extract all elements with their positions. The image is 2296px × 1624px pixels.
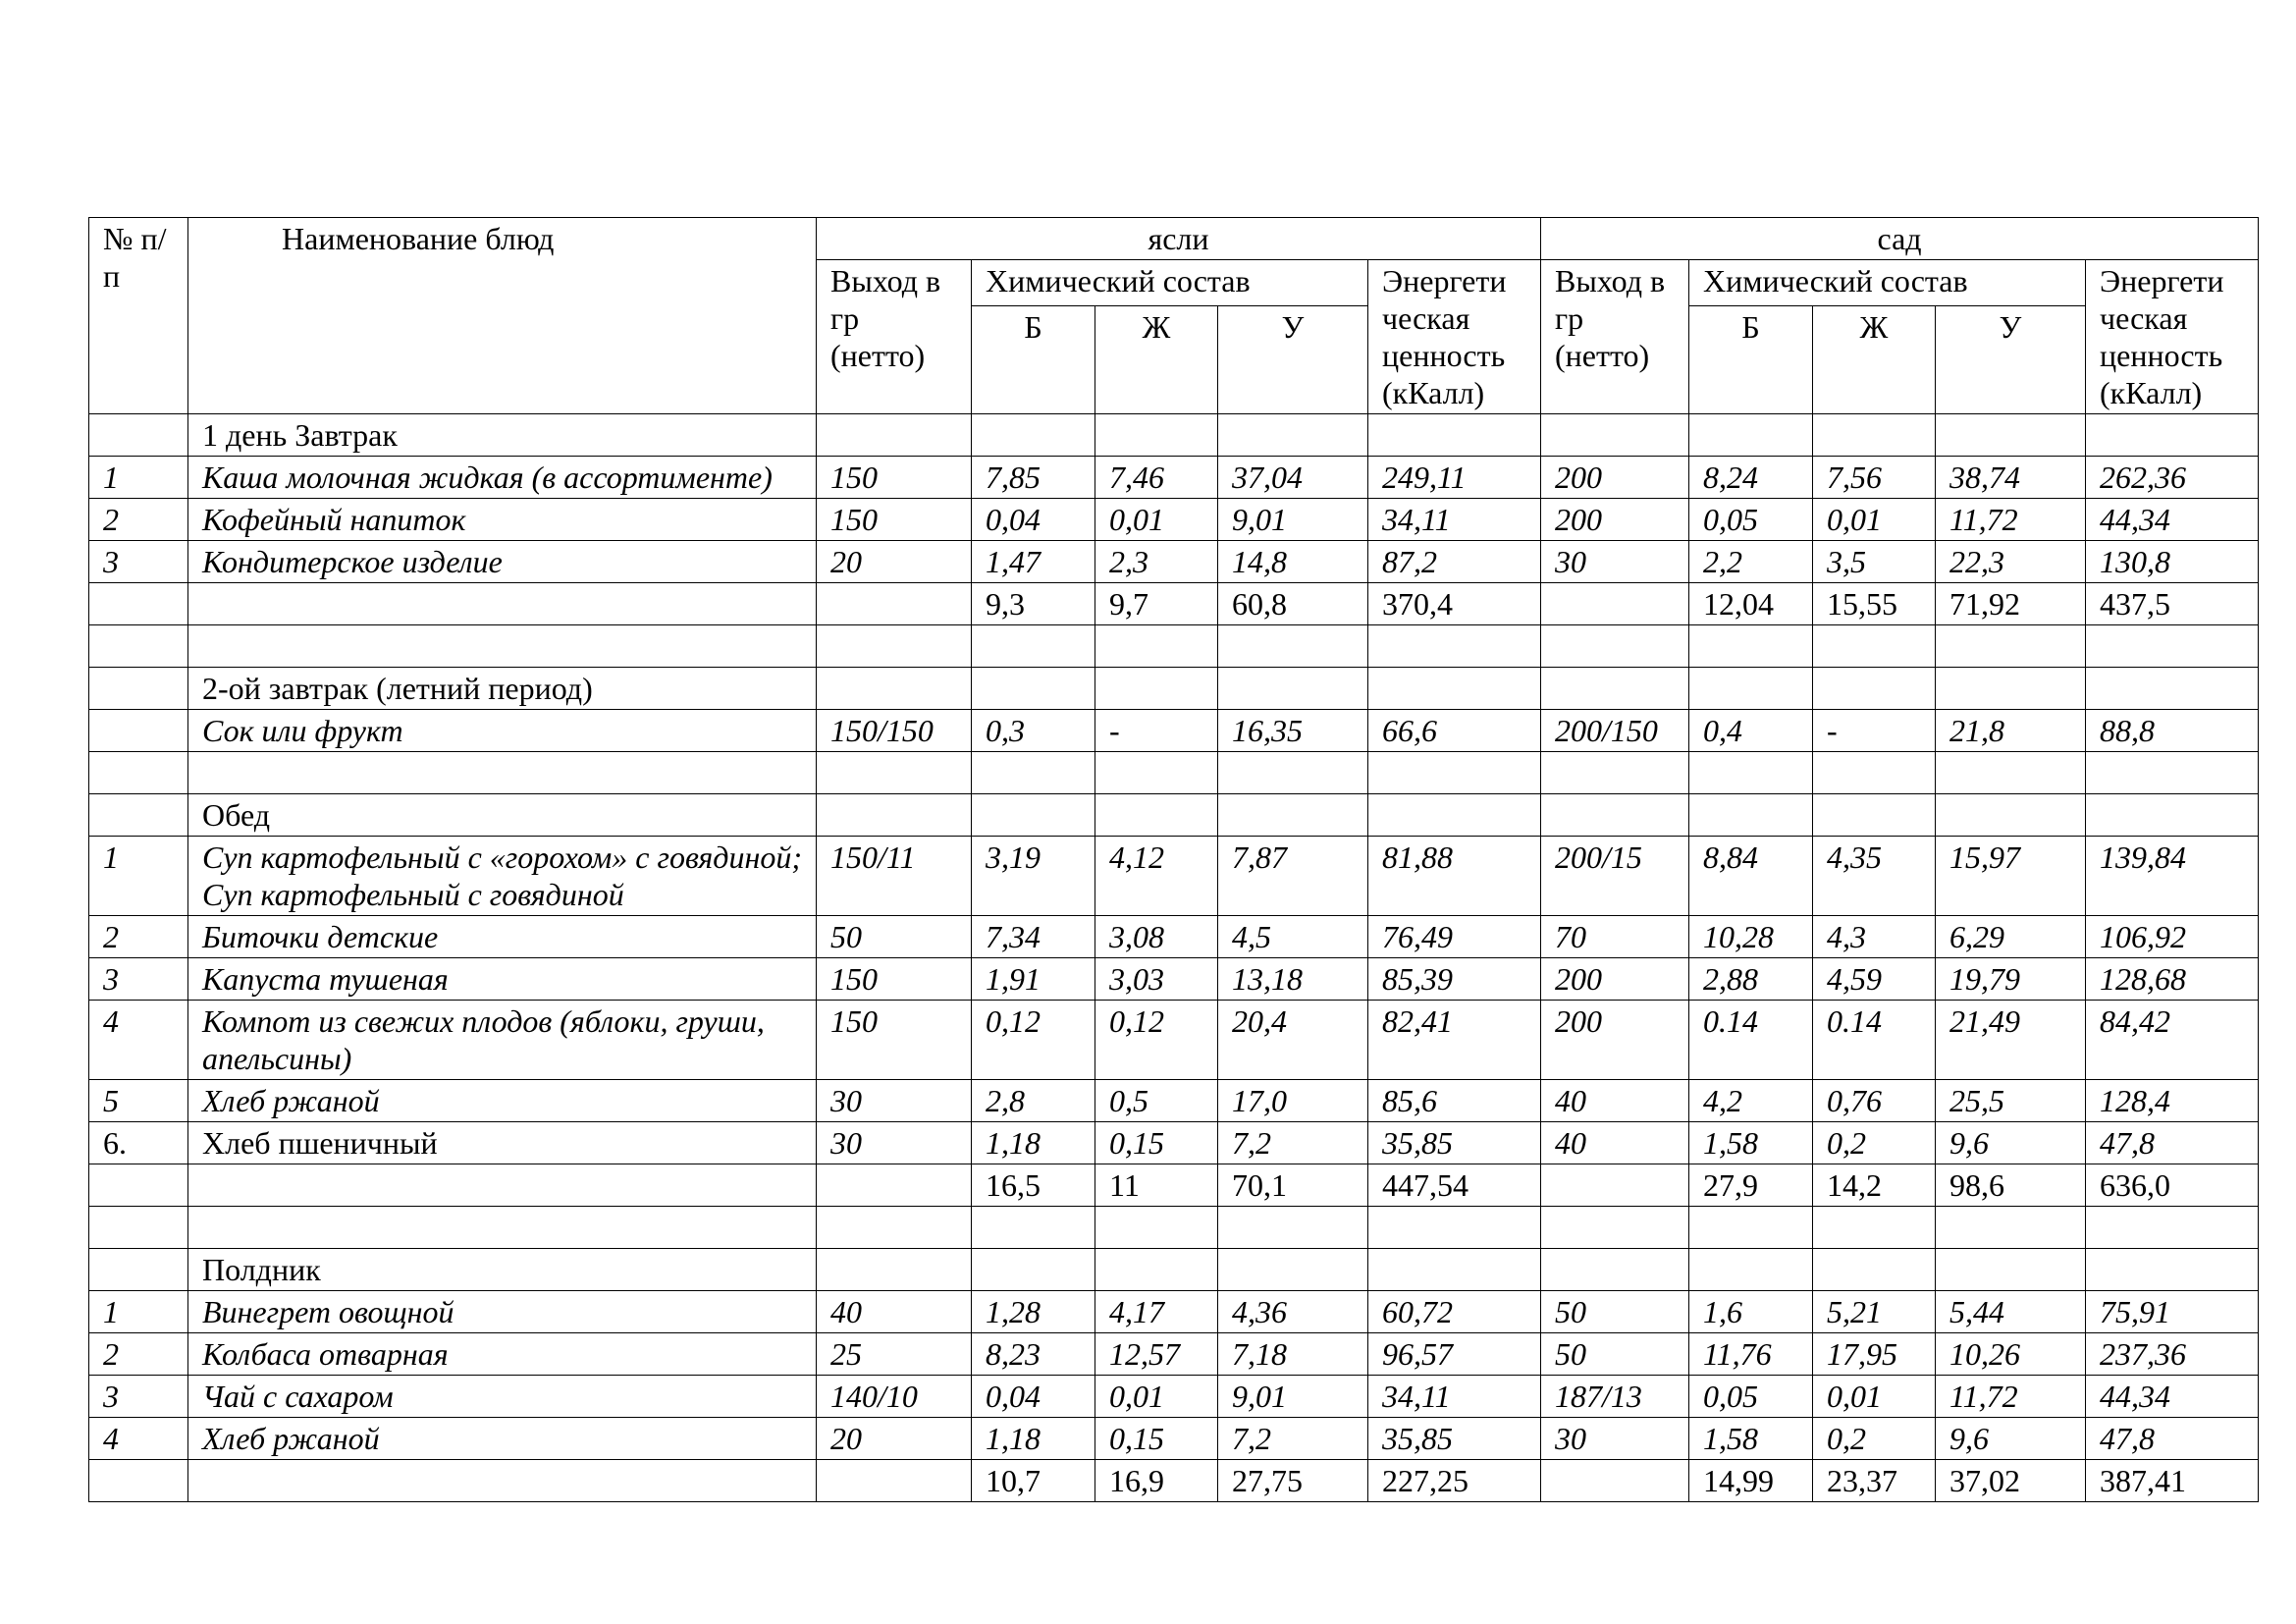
total-u1: 70,1: [1218, 1164, 1368, 1207]
section-empty-cell: [1368, 668, 1541, 710]
cell-e1: 85,6: [1368, 1080, 1541, 1122]
header-garden-chem: Химический состав: [1689, 260, 2086, 306]
row-number: 6.: [89, 1122, 188, 1164]
section-empty-cell: [2086, 794, 2259, 837]
row-number: 4: [89, 1001, 188, 1080]
total-b1: 10,7: [972, 1460, 1095, 1502]
cell-y2: 200/15: [1541, 837, 1689, 916]
total-z2: 14,2: [1813, 1164, 1936, 1207]
header-row-1: [89, 218, 2259, 260]
row-number: 4: [89, 1418, 188, 1460]
cell-y1: 150: [817, 1001, 972, 1080]
cell-e1: 35,85: [1368, 1418, 1541, 1460]
cell-z2: 17,95: [1813, 1333, 1936, 1376]
cell-z1: 0,12: [1095, 1001, 1218, 1080]
cell-u1: 7,18: [1218, 1333, 1368, 1376]
section-title: 2-ой завтрак (летний период): [188, 668, 817, 710]
cell-u2: 38,74: [1936, 457, 2086, 499]
row-number: 3: [89, 1376, 188, 1418]
spacer-row: [89, 625, 2259, 668]
cell-y2: 200: [1541, 457, 1689, 499]
section-empty-cell: [1541, 414, 1689, 457]
section-empty-cell: [1368, 414, 1541, 457]
row-number: 2: [89, 1333, 188, 1376]
cell-e1: 76,49: [1368, 916, 1541, 958]
cell-u2: 9,6: [1936, 1122, 2086, 1164]
cell-b2: 0,05: [1689, 499, 1813, 541]
cell-b2: 2,88: [1689, 958, 1813, 1001]
cell-b1: 1,18: [972, 1122, 1095, 1164]
cell-e1: 35,85: [1368, 1122, 1541, 1164]
cell-z1: 7,46: [1095, 457, 1218, 499]
total-e2: 437,5: [2086, 583, 2259, 625]
table-row: [89, 837, 2259, 916]
section-title-row: [89, 668, 2259, 710]
cell-z1: 0,5: [1095, 1080, 1218, 1122]
cell-u2: 5,44: [1936, 1291, 2086, 1333]
header-nursery: ясли: [817, 218, 1541, 260]
table-row: [89, 958, 2259, 1001]
section-empty-cell: [1936, 414, 2086, 457]
section-empty-cell: [817, 794, 972, 837]
spacer-row: [89, 1207, 2259, 1249]
cell-u2: 22,3: [1936, 541, 2086, 583]
table-row: [89, 1418, 2259, 1460]
section-empty-cell: [1689, 668, 1813, 710]
dish-name: Биточки детские: [188, 916, 817, 958]
total-e2: 636,0: [2086, 1164, 2259, 1207]
table-row: [89, 541, 2259, 583]
section-empty-cell: [1368, 1249, 1541, 1291]
table-row: [89, 1122, 2259, 1164]
section-title: 1 день Завтрак: [188, 414, 817, 457]
cell-e2: 88,8: [2086, 710, 2259, 752]
cell-b2: 0,4: [1689, 710, 1813, 752]
total-num-cell: [89, 1164, 188, 1207]
dish-name: Сок или фрукт: [188, 710, 817, 752]
cell-u1: 4,5: [1218, 916, 1368, 958]
cell-y2: 70: [1541, 916, 1689, 958]
cell-u2: 11,72: [1936, 499, 2086, 541]
cell-u2: 25,5: [1936, 1080, 2086, 1122]
table-row: [89, 1333, 2259, 1376]
cell-u2: 19,79: [1936, 958, 2086, 1001]
row-number: [89, 710, 188, 752]
total-b2: 27,9: [1689, 1164, 1813, 1207]
section-num-cell: [89, 414, 188, 457]
total-z1: 16,9: [1095, 1460, 1218, 1502]
header-garden-zh: Ж: [1813, 306, 1936, 414]
section-empty-cell: [972, 668, 1095, 710]
cell-e2: 84,42: [2086, 1001, 2259, 1080]
section-empty-cell: [2086, 668, 2259, 710]
section-empty-cell: [817, 668, 972, 710]
header-garden-energy: Энергети ческая ценность (кКалл): [2086, 260, 2259, 414]
menu-table: [88, 217, 2259, 1502]
section-empty-cell: [1541, 794, 1689, 837]
section-title-row: [89, 1249, 2259, 1291]
section-empty-cell: [1218, 414, 1368, 457]
cell-u1: 7,2: [1218, 1122, 1368, 1164]
dish-name: Кондитерское изделие: [188, 541, 817, 583]
total-u1: 27,75: [1218, 1460, 1368, 1502]
row-number: 5: [89, 1080, 188, 1122]
dish-name: Хлеб ржаной: [188, 1080, 817, 1122]
cell-e2: 237,36: [2086, 1333, 2259, 1376]
total-e1: 227,25: [1368, 1460, 1541, 1502]
cell-e2: 47,8: [2086, 1122, 2259, 1164]
total-b2: 14,99: [1689, 1460, 1813, 1502]
cell-y1: 140/10: [817, 1376, 972, 1418]
cell-z1: 12,57: [1095, 1333, 1218, 1376]
cell-b2: 0,05: [1689, 1376, 1813, 1418]
table-row: [89, 1376, 2259, 1418]
cell-b1: 0,04: [972, 1376, 1095, 1418]
cell-b1: 3,19: [972, 837, 1095, 916]
cell-z2: 5,21: [1813, 1291, 1936, 1333]
menu-body: [89, 414, 2259, 1502]
cell-y2: 200: [1541, 1001, 1689, 1080]
cell-z2: 0,01: [1813, 499, 1936, 541]
cell-u1: 17,0: [1218, 1080, 1368, 1122]
total-yield-garden: [1541, 1164, 1689, 1207]
section-empty-cell: [1813, 1249, 1936, 1291]
cell-e1: 96,57: [1368, 1333, 1541, 1376]
cell-e2: 130,8: [2086, 541, 2259, 583]
total-z1: 11: [1095, 1164, 1218, 1207]
total-row: [89, 1164, 2259, 1207]
cell-b1: 7,85: [972, 457, 1095, 499]
table-row: [89, 499, 2259, 541]
cell-e2: 128,4: [2086, 1080, 2259, 1122]
cell-y1: 20: [817, 1418, 972, 1460]
cell-z2: 0,2: [1813, 1122, 1936, 1164]
total-b2: 12,04: [1689, 583, 1813, 625]
cell-y2: 50: [1541, 1291, 1689, 1333]
section-empty-cell: [972, 414, 1095, 457]
section-num-cell: [89, 668, 188, 710]
total-yield-garden: [1541, 1460, 1689, 1502]
cell-z2: 4,35: [1813, 837, 1936, 916]
cell-b1: 7,34: [972, 916, 1095, 958]
section-title-row: [89, 794, 2259, 837]
cell-e1: 34,11: [1368, 499, 1541, 541]
section-empty-cell: [1368, 794, 1541, 837]
dish-name: Колбаса отварная: [188, 1333, 817, 1376]
cell-z1: -: [1095, 710, 1218, 752]
section-title-row: [89, 414, 2259, 457]
cell-b1: 0,12: [972, 1001, 1095, 1080]
section-empty-cell: [972, 1249, 1095, 1291]
cell-b2: 1,58: [1689, 1122, 1813, 1164]
header-garden: сад: [1541, 218, 2259, 260]
cell-u2: 21,49: [1936, 1001, 2086, 1080]
section-num-cell: [89, 1249, 188, 1291]
table-row: [89, 1080, 2259, 1122]
section-empty-cell: [1689, 1249, 1813, 1291]
cell-b1: 1,28: [972, 1291, 1095, 1333]
row-number: 2: [89, 916, 188, 958]
cell-z2: 4,59: [1813, 958, 1936, 1001]
cell-b1: 0,04: [972, 499, 1095, 541]
cell-u2: 11,72: [1936, 1376, 2086, 1418]
cell-e1: 60,72: [1368, 1291, 1541, 1333]
dish-name: Винегрет овощной: [188, 1291, 817, 1333]
cell-b2: 1,6: [1689, 1291, 1813, 1333]
total-e1: 370,4: [1368, 583, 1541, 625]
cell-b2: 10,28: [1689, 916, 1813, 958]
total-b1: 9,3: [972, 583, 1095, 625]
header-nursery-energy: Энергети ческая ценность (кКалл): [1368, 260, 1541, 414]
row-number: 1: [89, 1291, 188, 1333]
row-number: 2: [89, 499, 188, 541]
cell-e1: 249,11: [1368, 457, 1541, 499]
total-yield-nursery: [817, 1460, 972, 1502]
section-empty-cell: [2086, 1249, 2259, 1291]
cell-e2: 75,91: [2086, 1291, 2259, 1333]
cell-u1: 13,18: [1218, 958, 1368, 1001]
cell-y2: 30: [1541, 1418, 1689, 1460]
cell-u1: 16,35: [1218, 710, 1368, 752]
cell-u2: 15,97: [1936, 837, 2086, 916]
section-empty-cell: [1218, 1249, 1368, 1291]
dish-name: Каша молочная жидкая (в ассортименте): [188, 457, 817, 499]
section-empty-cell: [1689, 794, 1813, 837]
cell-z2: 0,2: [1813, 1418, 1936, 1460]
cell-y2: 200/150: [1541, 710, 1689, 752]
cell-y1: 30: [817, 1122, 972, 1164]
section-title: Обед: [188, 794, 817, 837]
cell-b1: 0,3: [972, 710, 1095, 752]
section-empty-cell: [1218, 794, 1368, 837]
cell-b1: 2,8: [972, 1080, 1095, 1122]
cell-y1: 20: [817, 541, 972, 583]
cell-z2: 3,5: [1813, 541, 1936, 583]
section-empty-cell: [817, 414, 972, 457]
cell-e2: 262,36: [2086, 457, 2259, 499]
cell-b1: 8,23: [972, 1333, 1095, 1376]
header-nursery-b: Б: [972, 306, 1095, 414]
total-row: [89, 1460, 2259, 1502]
cell-u1: 9,01: [1218, 1376, 1368, 1418]
cell-y1: 150: [817, 958, 972, 1001]
cell-b1: 1,91: [972, 958, 1095, 1001]
cell-z1: 0,15: [1095, 1418, 1218, 1460]
total-name-cell: [188, 1460, 817, 1502]
cell-u1: 20,4: [1218, 1001, 1368, 1080]
section-empty-cell: [972, 794, 1095, 837]
cell-b2: 2,2: [1689, 541, 1813, 583]
cell-u1: 14,8: [1218, 541, 1368, 583]
cell-z1: 0,15: [1095, 1122, 1218, 1164]
cell-y1: 40: [817, 1291, 972, 1333]
cell-y1: 150/11: [817, 837, 972, 916]
cell-z1: 4,12: [1095, 837, 1218, 916]
cell-e1: 66,6: [1368, 710, 1541, 752]
cell-e2: 106,92: [2086, 916, 2259, 958]
section-empty-cell: [1218, 668, 1368, 710]
header-nursery-zh: Ж: [1095, 306, 1218, 414]
total-u2: 98,6: [1936, 1164, 2086, 1207]
dish-name: Капуста тушеная: [188, 958, 817, 1001]
cell-y2: 40: [1541, 1122, 1689, 1164]
row-number: 3: [89, 958, 188, 1001]
header-garden-u: У: [1936, 306, 2086, 414]
dish-name: Хлеб ржаной: [188, 1418, 817, 1460]
cell-y1: 25: [817, 1333, 972, 1376]
total-z1: 9,7: [1095, 583, 1218, 625]
header-nursery-u: У: [1218, 306, 1368, 414]
row-number: 1: [89, 457, 188, 499]
cell-z2: -: [1813, 710, 1936, 752]
cell-y1: 150: [817, 457, 972, 499]
cell-b2: 11,76: [1689, 1333, 1813, 1376]
cell-z1: 2,3: [1095, 541, 1218, 583]
cell-z1: 0,01: [1095, 499, 1218, 541]
total-b1: 16,5: [972, 1164, 1095, 1207]
cell-y2: 50: [1541, 1333, 1689, 1376]
cell-y2: 40: [1541, 1080, 1689, 1122]
cell-z2: 7,56: [1813, 457, 1936, 499]
cell-b2: 1,58: [1689, 1418, 1813, 1460]
header-num: № п/п: [89, 218, 188, 414]
header-garden-yield: Выход в гр (нетто): [1541, 260, 1689, 414]
cell-b1: 1,18: [972, 1418, 1095, 1460]
cell-z1: 0,01: [1095, 1376, 1218, 1418]
section-empty-cell: [1813, 414, 1936, 457]
section-title: Полдник: [188, 1249, 817, 1291]
cell-z2: 4,3: [1813, 916, 1936, 958]
section-empty-cell: [1095, 1249, 1218, 1291]
cell-z1: 4,17: [1095, 1291, 1218, 1333]
cell-y2: 200: [1541, 499, 1689, 541]
cell-e1: 87,2: [1368, 541, 1541, 583]
total-yield-nursery: [817, 1164, 972, 1207]
table-row: [89, 916, 2259, 958]
section-empty-cell: [1541, 1249, 1689, 1291]
cell-b1: 1,47: [972, 541, 1095, 583]
cell-u2: 9,6: [1936, 1418, 2086, 1460]
section-num-cell: [89, 794, 188, 837]
table-row: [89, 1291, 2259, 1333]
section-empty-cell: [1689, 414, 1813, 457]
total-u2: 37,02: [1936, 1460, 2086, 1502]
cell-y2: 30: [1541, 541, 1689, 583]
cell-b2: 0.14: [1689, 1001, 1813, 1080]
cell-e2: 128,68: [2086, 958, 2259, 1001]
section-empty-cell: [1095, 668, 1218, 710]
cell-y1: 150: [817, 499, 972, 541]
section-empty-cell: [1541, 668, 1689, 710]
cell-b2: 4,2: [1689, 1080, 1813, 1122]
total-row: [89, 583, 2259, 625]
cell-y2: 200: [1541, 958, 1689, 1001]
row-number: 1: [89, 837, 188, 916]
section-empty-cell: [1936, 668, 2086, 710]
cell-z1: 3,03: [1095, 958, 1218, 1001]
dish-name: Компот из свежих плодов (яблоки, груши, апельсины): [188, 1001, 817, 1080]
cell-z2: 0.14: [1813, 1001, 1936, 1080]
cell-u1: 9,01: [1218, 499, 1368, 541]
total-z2: 15,55: [1813, 583, 1936, 625]
cell-y1: 30: [817, 1080, 972, 1122]
cell-u1: 37,04: [1218, 457, 1368, 499]
cell-b2: 8,24: [1689, 457, 1813, 499]
total-e2: 387,41: [2086, 1460, 2259, 1502]
dish-name: Чай с сахаром: [188, 1376, 817, 1418]
cell-e1: 85,39: [1368, 958, 1541, 1001]
cell-y1: 50: [817, 916, 972, 958]
cell-y1: 150/150: [817, 710, 972, 752]
table-row: [89, 710, 2259, 752]
cell-e2: 44,34: [2086, 499, 2259, 541]
cell-u2: 6,29: [1936, 916, 2086, 958]
section-empty-cell: [1936, 794, 2086, 837]
cell-u1: 7,87: [1218, 837, 1368, 916]
total-u2: 71,92: [1936, 583, 2086, 625]
section-empty-cell: [1813, 794, 1936, 837]
total-z2: 23,37: [1813, 1460, 1936, 1502]
cell-e2: 44,34: [2086, 1376, 2259, 1418]
cell-e2: 139,84: [2086, 837, 2259, 916]
total-e1: 447,54: [1368, 1164, 1541, 1207]
cell-z2: 0,01: [1813, 1376, 1936, 1418]
dish-name: Суп картофельный с «горохом» с говядиной; Суп картофельный с говядиной: [188, 837, 817, 916]
section-empty-cell: [817, 1249, 972, 1291]
dish-name: Кофейный напиток: [188, 499, 817, 541]
cell-u1: 4,36: [1218, 1291, 1368, 1333]
cell-u2: 21,8: [1936, 710, 2086, 752]
total-num-cell: [89, 583, 188, 625]
cell-z1: 3,08: [1095, 916, 1218, 958]
cell-e1: 34,11: [1368, 1376, 1541, 1418]
cell-y2: 187/13: [1541, 1376, 1689, 1418]
total-yield-garden: [1541, 583, 1689, 625]
total-name-cell: [188, 583, 817, 625]
spacer-row: [89, 752, 2259, 794]
header-dish-name: Наименование блюд: [188, 218, 817, 414]
header-garden-b: Б: [1689, 306, 1813, 414]
cell-e2: 47,8: [2086, 1418, 2259, 1460]
cell-e1: 82,41: [1368, 1001, 1541, 1080]
section-empty-cell: [1095, 414, 1218, 457]
total-num-cell: [89, 1460, 188, 1502]
header-nursery-chem: Химический состав: [972, 260, 1368, 306]
section-empty-cell: [1095, 794, 1218, 837]
dish-name: Хлеб пшеничный: [188, 1122, 817, 1164]
row-number: 3: [89, 541, 188, 583]
cell-b2: 8,84: [1689, 837, 1813, 916]
total-u1: 60,8: [1218, 583, 1368, 625]
table-row: [89, 1001, 2259, 1080]
cell-u2: 10,26: [1936, 1333, 2086, 1376]
table-row: [89, 457, 2259, 499]
cell-z2: 0,76: [1813, 1080, 1936, 1122]
total-name-cell: [188, 1164, 817, 1207]
section-empty-cell: [2086, 414, 2259, 457]
section-empty-cell: [1813, 668, 1936, 710]
section-empty-cell: [1936, 1249, 2086, 1291]
total-yield-nursery: [817, 583, 972, 625]
header-nursery-yield: Выход в гр (нетто): [817, 260, 972, 414]
cell-e1: 81,88: [1368, 837, 1541, 916]
cell-u1: 7,2: [1218, 1418, 1368, 1460]
